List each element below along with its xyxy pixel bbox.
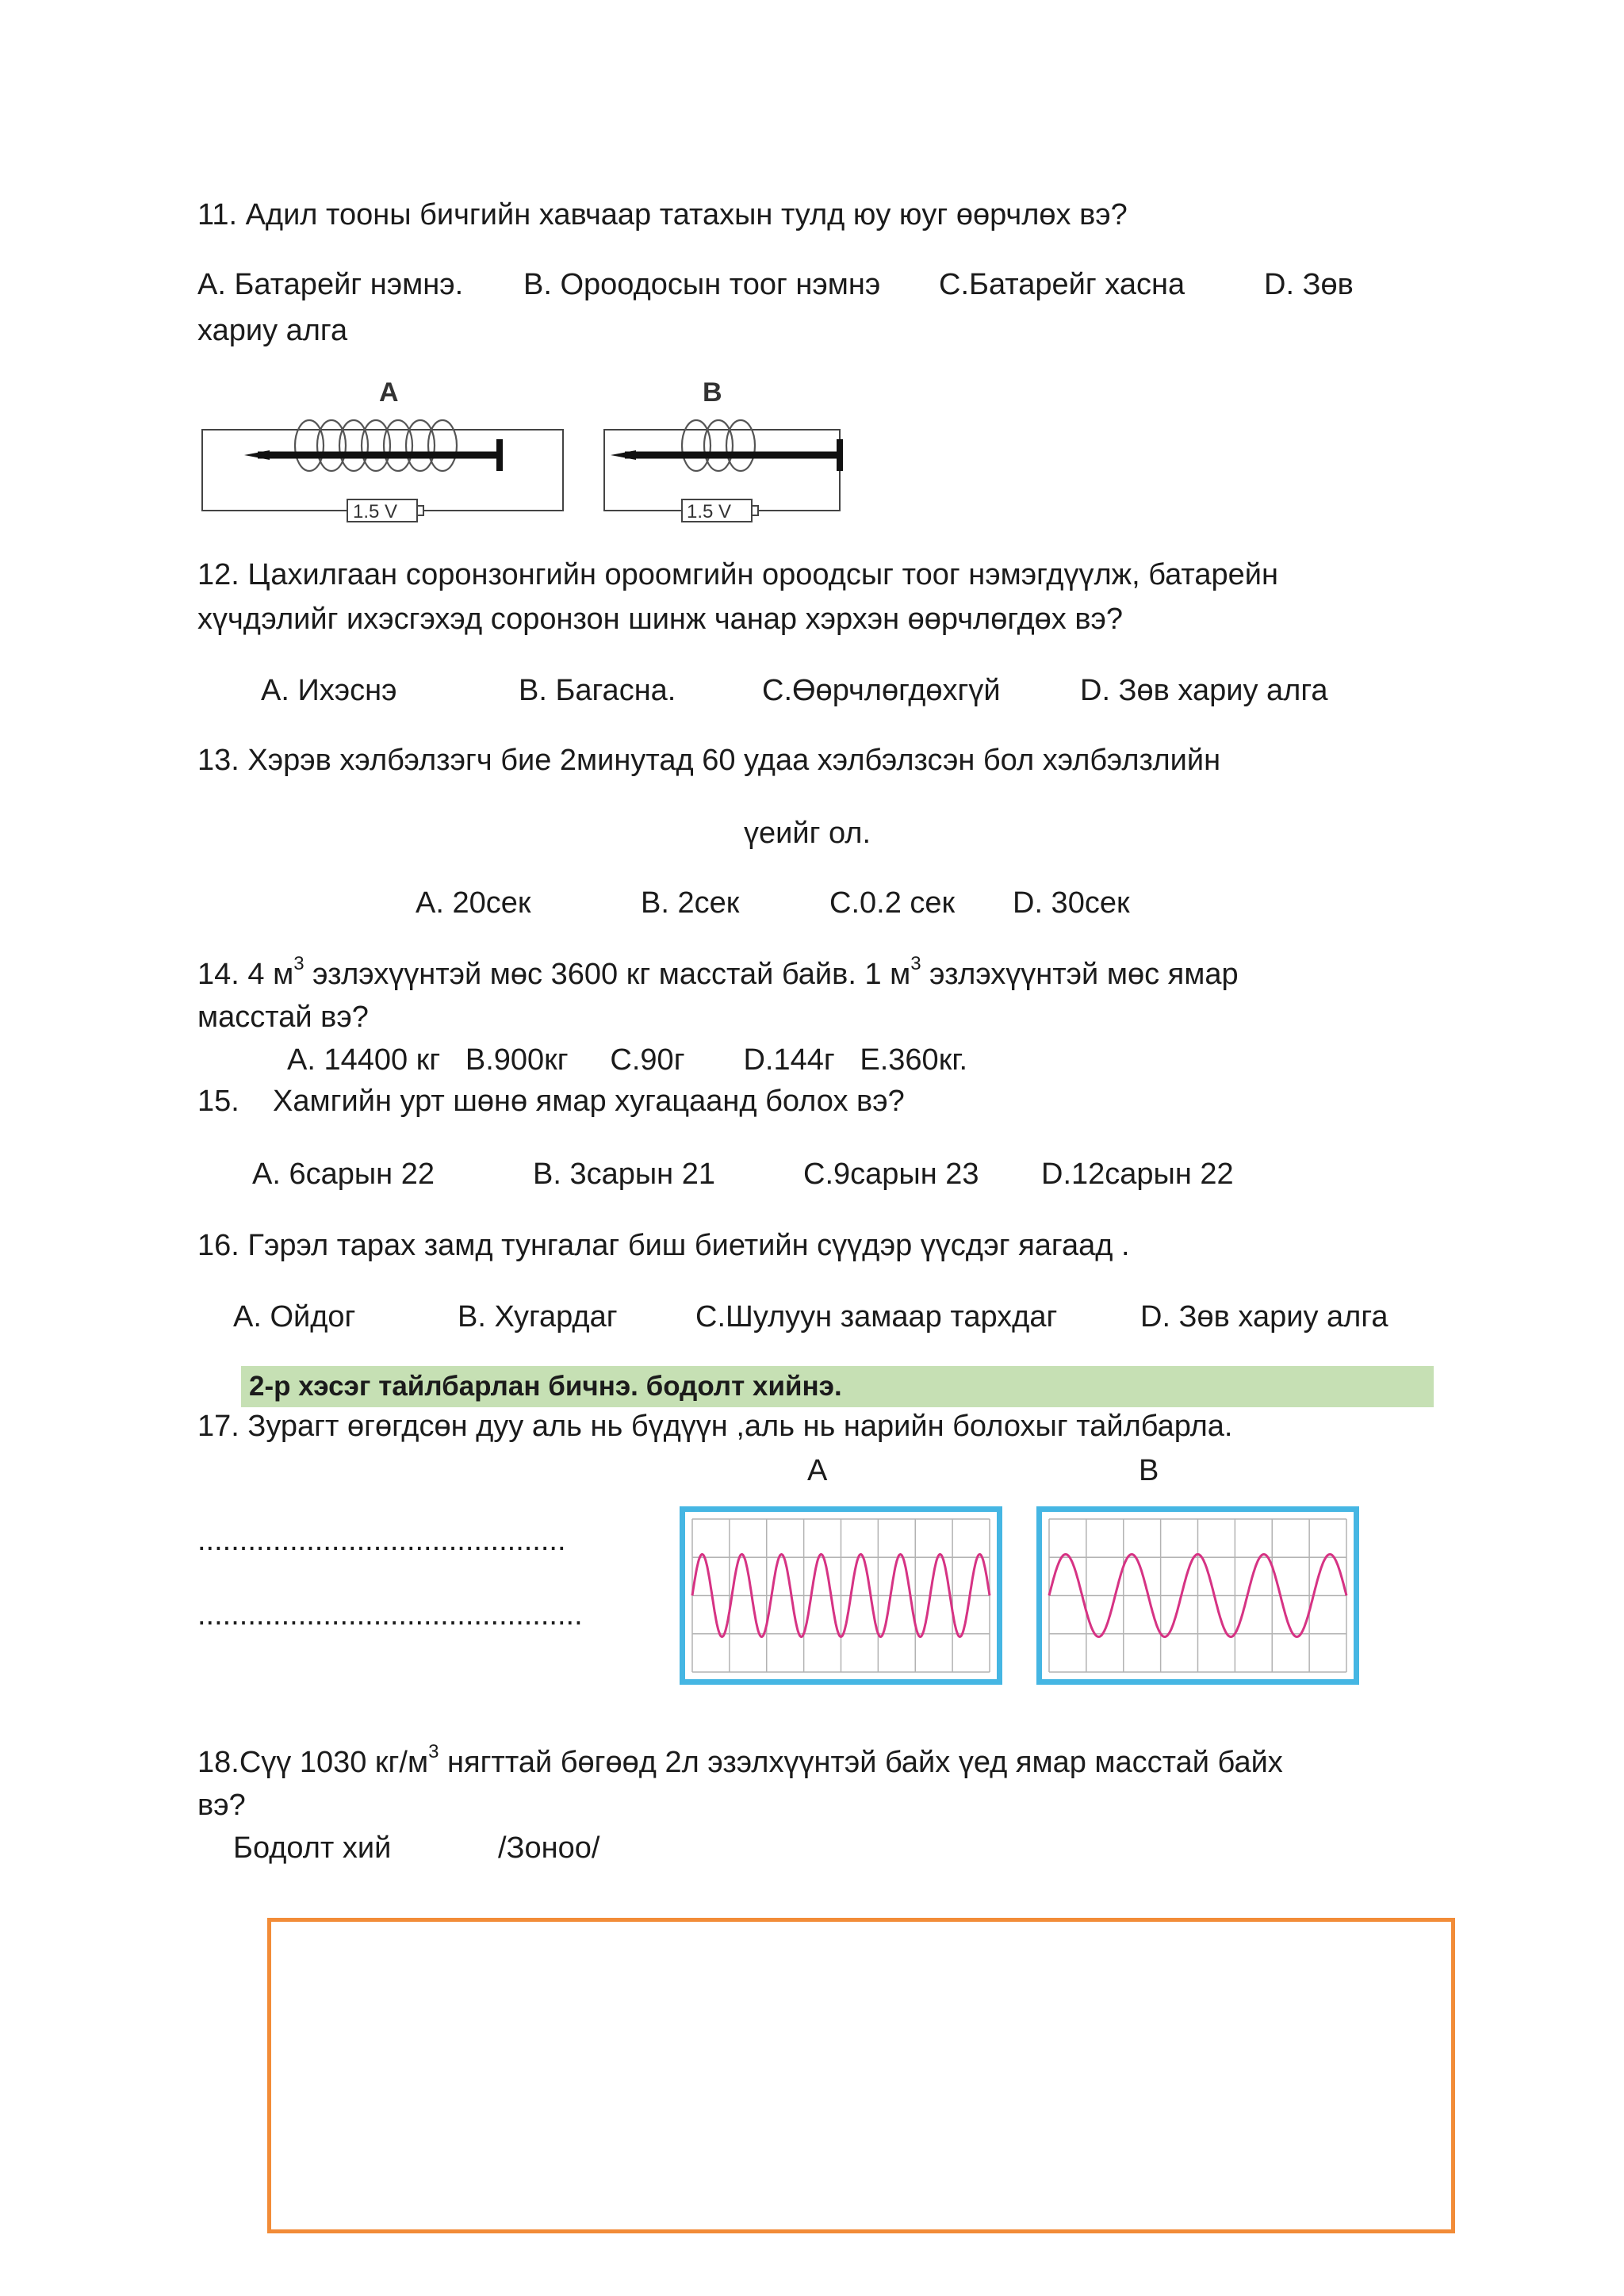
oscilloscope-b xyxy=(1036,1506,1359,1685)
battery-a-label: 1.5 V xyxy=(353,501,398,522)
oscilloscope-a xyxy=(680,1506,1002,1685)
q13-question-line2: үеийг ол. xyxy=(744,817,871,850)
q13-option-b: B. 2сек xyxy=(641,886,740,920)
q18-question-line2: вэ? xyxy=(197,1789,246,1822)
q13-option-d: D. 30сек xyxy=(1013,886,1130,920)
q12-option-a: A. Ихэснэ xyxy=(261,674,397,707)
q15-option-b: B. 3сарын 21 xyxy=(533,1158,715,1191)
electromagnet-a xyxy=(202,377,563,522)
q12-question-line1: 12. Цахилгаан соронзонгийн ороомгийн ороодсыг тоог нэмэгдүүлж, батарейн xyxy=(197,558,1278,591)
q16-option-b: B. Хугардаг xyxy=(458,1300,618,1334)
q18-solve-label: Бодолт хий xyxy=(233,1831,392,1865)
q12-question-line2: хүчдэлийг ихэсгэхэд соронзон шинж чанар хэрхэн өөрчлөгдөх вэ? xyxy=(197,603,1124,636)
q18-answer-box[interactable] xyxy=(267,1918,1455,2233)
q15-question: 15. Хамгийн урт шөнө ямар хугацаанд болох вэ? xyxy=(197,1085,905,1118)
section-2-title: 2-р хэсэг тайлбарлан бичнэ. бодолт хийнэ. xyxy=(249,1371,842,1402)
q18-points-label: /Зоноо/ xyxy=(498,1831,600,1865)
electromagnet-figure xyxy=(198,373,848,523)
electromagnet-b-label: B xyxy=(703,377,722,408)
electromagnet-a-label: A xyxy=(379,377,399,408)
q13-question-line1: 13. Хэрэв хэлбэлзэгч бие 2минутад 60 удаа хэлбэлзсэн бол хэлбэлзлийн xyxy=(197,744,1221,777)
q11-option-c: C.Батарейг хасна xyxy=(939,268,1185,301)
q18-question-line1: 18.Сүү 1030 $кг/м^3$ нягттай бөгөөд 2л эзэлхүүнтэй байх үед ямар масстай байх xyxy=(197,1741,1283,1779)
q16-question: 16. Гэрэл тарах замд тунгалаг биш биетийн сүүдэр үүсдэг яагаад . xyxy=(197,1229,1130,1262)
q12-option-d: D. Зөв хариу алга xyxy=(1080,674,1328,707)
q15-option-d: D.12сарын 22 xyxy=(1041,1158,1234,1191)
q11-question: 11. Адил тооны бичгийн хавчаар татахын тулд юу юуг өөрчлөх вэ? xyxy=(197,198,1128,232)
section-2-heading xyxy=(241,1366,1434,1407)
q12-option-c: C.Өөрчлөгдөхгүй xyxy=(762,674,1001,707)
q16-option-c: C.Шулуун замаар тархдаг xyxy=(695,1300,1058,1334)
q14-question-line2: масстай вэ? xyxy=(197,1001,369,1034)
battery-b-label: 1.5 V xyxy=(687,501,732,522)
q17-answer-line-2[interactable]: .............................................. xyxy=(197,1598,583,1632)
q15-option-c: C.9сарын 23 xyxy=(803,1158,979,1191)
q17-label-a: A xyxy=(807,1454,828,1487)
q13-option-c: C.0.2 сек xyxy=(829,886,956,920)
q11-option-a: A. Батарейг нэмнэ. xyxy=(197,268,464,301)
q16-option-a: A. Ойдог xyxy=(233,1300,356,1334)
q17-label-b: B xyxy=(1139,1454,1159,1487)
q17-question: 17. Зурагт өгөгдсөн дуу аль нь бүдүүн ,аль нь нарийн болохыг тайлбарла. xyxy=(197,1410,1233,1443)
q16-option-d: D. Зөв хариу алга xyxy=(1140,1300,1388,1334)
q14-options: A. 14400 кг B.900кг C.90г D.144г E.360кг. xyxy=(287,1043,968,1077)
q11-option-d-continued: хариу алга xyxy=(197,314,348,347)
q15-option-a: A. 6сарын 22 xyxy=(252,1158,435,1191)
q12-option-b: B. Багасна. xyxy=(519,674,676,707)
q11-option-d: D. Зөв xyxy=(1264,268,1354,301)
q13-option-a: A. 20сек xyxy=(416,886,531,920)
q14-question-line1: 14. 4 $м^3$ эзлэхүүнтэй мөс 3600 кг масстай байв. 1 $м^3$ эзлэхүүнтэй мөс ямар xyxy=(197,953,1239,991)
q17-answer-line-1[interactable]: ............................................ xyxy=(197,1524,566,1557)
electromagnet-b xyxy=(604,377,840,522)
q11-option-b: B. Ороодосын тоог нэмнэ xyxy=(523,268,881,301)
